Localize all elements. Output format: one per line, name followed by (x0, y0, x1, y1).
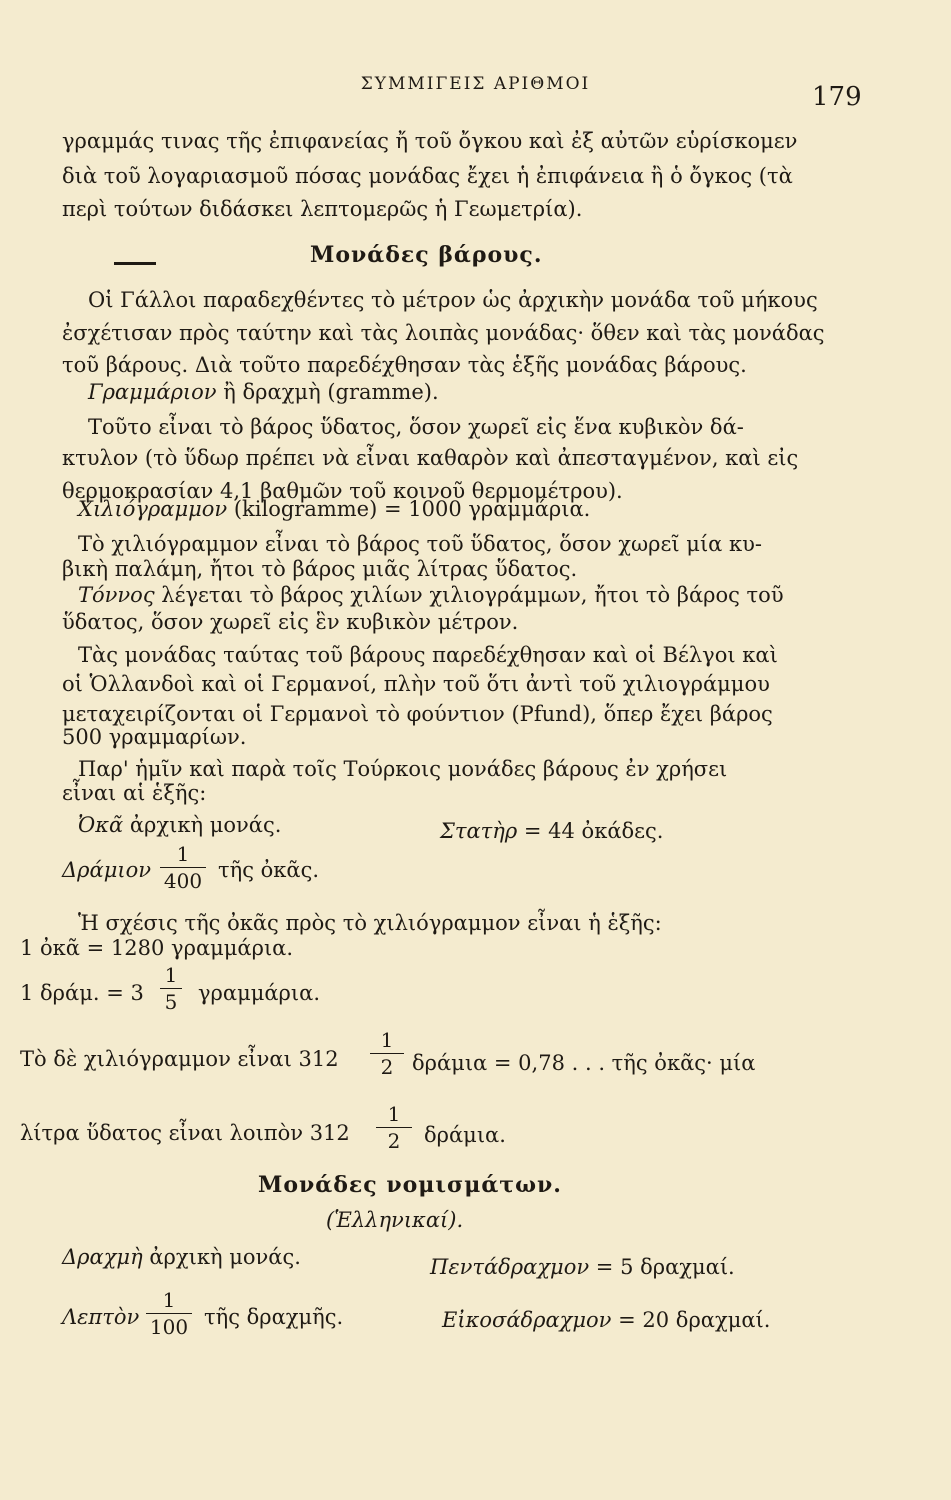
para5-line2: οἱ Ὁλλανδοὶ καὶ οἱ Γερμανοί, πλὴν τοῦ ὅτι ἀντὶ τοῦ χιλιογράμμου (62, 672, 770, 696)
dram-denominator: 400 (163, 869, 203, 893)
para3-line2: κτυλον (τὸ ὕδωρ πρέπει νὰ εἶναι καθαρὸν καὶ ἀπεσταγμένον, καὶ εἰς (62, 446, 799, 470)
kilogram-rest: (kilogramme) = 1000 γραμμάρια. (233, 497, 591, 521)
stater-rest: = 44 ὀκάδες. (523, 819, 664, 843)
subheading-greek: (Ἑλληνικαί). (326, 1208, 464, 1232)
equation-oka: 1 ὀκᾶ = 1280 γραμμάρια. (20, 936, 294, 960)
drachma-term: Δραχμὴ (62, 1245, 143, 1269)
fraction-bar (376, 1127, 412, 1128)
para2-line1: Οἱ Γάλλοι παραδεχθέντες τὸ μέτρον ὡς ἀρχικὴν μονάδα τοῦ μήκους (88, 288, 818, 312)
gramme-definition (88, 377, 439, 407)
tonne-rest: λέγεται τὸ βάρος χιλίων χιλιογράμμων, ἤτοι τὸ βάρος τοῦ (161, 583, 784, 607)
heading-coin-units: Μονάδες νομισμάτων. (258, 1172, 562, 1198)
para1-line2: διὰ τοῦ λογαριασμοῦ πόσας μονάδας ἔχει ἡ ἐπιφάνεια ἢ ὁ ὄγκος (τὰ (62, 164, 793, 188)
lepton-rest: τῆς δραχμῆς. (204, 1305, 344, 1329)
eq2-numerator: 1 (164, 963, 178, 987)
eq3-denominator: 2 (380, 1055, 394, 1079)
lepton-term: Λεπτὸν (62, 1305, 140, 1329)
equation-kilo-rest: δράμια = 0,78 . . . τῆς ὀκᾶς· μία (412, 1051, 756, 1075)
gramme-term: Γραμμάριον (88, 380, 217, 404)
oka-rest: ἀρχικὴ μονάς. (129, 813, 282, 837)
lepton-numerator: 1 (162, 1288, 176, 1312)
eq3-numerator: 1 (380, 1028, 394, 1052)
eq4-denominator: 2 (387, 1129, 401, 1153)
fraction-bar (160, 867, 206, 868)
pentadrachmon-rest: = 5 δραχμαί. (595, 1255, 735, 1279)
kilogram-definition (78, 494, 590, 524)
para6-line2: εἶναι αἱ ἑξῆς: (62, 781, 207, 805)
kilogram-term: Χιλιόγραμμον (78, 497, 228, 521)
equation-kilo-left: Τὸ δὲ χιλιόγραμμον εἶναι 312 (20, 1047, 339, 1071)
eq2-fraction (160, 963, 182, 1014)
heading-weight-units: Μονάδες βάρους. (310, 242, 543, 268)
drachma-rest: ἀρχικὴ μονάς. (149, 1245, 301, 1269)
eq4-numerator: 1 (387, 1102, 401, 1126)
para2-line2: ἐσχέτισαν πρὸς ταύτην καὶ τὰς λοιπὰς μονάδας· ὅθεν καὶ τὰς μονάδας (62, 321, 825, 345)
dram-numerator: 1 (176, 842, 190, 866)
equation-dram-left: 1 δράμ. = 3 (20, 981, 144, 1005)
eq2-denominator: 5 (164, 990, 178, 1014)
drachma-definition (62, 1242, 301, 1272)
stater-term: Στατὴρ (440, 819, 518, 843)
fraction-bar (370, 1053, 404, 1054)
relation-line: Ἡ σχέσις τῆς ὀκᾶς πρὸς τὸ χιλιόγραμμον εἶναι ἡ ἑξῆς: (78, 911, 662, 935)
pentadrachmon-term: Πεντάδραχμον (430, 1255, 590, 1279)
para4-line1: Τὸ χιλιόγραμμον εἶναι τὸ βάρος τοῦ ὕδατος, ὅσον χωρεῖ μία κυ- (78, 532, 763, 556)
lepton-fraction (146, 1288, 192, 1339)
equation-dram-rest: γραμμάρια. (198, 981, 320, 1005)
eq3-fraction (370, 1028, 404, 1079)
eikosadrachmon-definition (442, 1305, 770, 1335)
eikosadrachmon-term: Εἰκοσάδραχμον (442, 1308, 612, 1332)
fraction-bar (160, 988, 182, 989)
stater-definition (440, 816, 663, 846)
lepton-denominator: 100 (149, 1315, 189, 1339)
para1-line3: περὶ τούτων διδάσκει λεπτομερῶς ἡ Γεωμετρία). (62, 197, 583, 221)
eq4-fraction (376, 1102, 412, 1153)
dram-rest: τῆς ὀκᾶς. (218, 858, 320, 882)
tonne-definition (78, 580, 784, 610)
tonne-term: Τόννος (78, 583, 155, 607)
para6-line1: Παρ' ἡμῖν καὶ παρὰ τοῖς Τούρκοις μονάδες βάρους ἐν χρήσει (78, 757, 728, 781)
para1-line1: γραμμάς τινας τῆς ἐπιφανείας ἤ τοῦ ὄγκου καὶ ἐξ αὐτῶν εὑρίσκομεν (62, 129, 798, 153)
heading-rule (114, 262, 156, 265)
para3-line1: Τοῦτο εἶναι τὸ βάρος ὕδατος, ὅσον χωρεῖ εἰς ἕνα κυβικὸν δά- (88, 415, 744, 439)
fraction-bar (146, 1313, 192, 1314)
para5-line3: μεταχειρίζονται οἱ Γερμανοὶ τὸ φούντιον (Pfund), ὅπερ ἔχει βάρος (62, 702, 773, 726)
dram-fraction (160, 842, 206, 893)
eikosadrachmon-rest: = 20 δραχμαί. (618, 1308, 771, 1332)
oka-term: Ὀκᾶ (78, 813, 124, 837)
para4-line2: βικὴ παλάμη, ἤτοι τὸ βάρος μιᾶς λίτρας ὕδατος. (62, 557, 578, 581)
running-title: ΣΥΜΜΙΓΕΙΣ ΑΡΙΘΜΟΙ (360, 74, 591, 94)
para5-line1: Τὰς μονάδας ταύτας τοῦ βάρους παρεδέχθησαν καὶ οἱ Βέλγοι καὶ (78, 643, 778, 667)
para3-line3: θερμοκρασίαν 4,1 βαθμῶν τοῦ κοινοῦ θερμομέτρου). (62, 479, 623, 503)
page-number: 179 (812, 82, 862, 112)
tonne-line2: ὕδατος, ὅσον χωρεῖ εἰς ἓν κυβικὸν μέτρον. (62, 610, 519, 634)
equation-litre-left: λίτρα ὕδατος εἶναι λοιπὸν 312 (20, 1121, 350, 1145)
pentadrachmon-definition (430, 1252, 735, 1282)
oka-definition (78, 810, 281, 840)
para5-line4: 500 γραμμαρίων. (62, 725, 247, 749)
equation-litre-rest: δράμια. (424, 1123, 506, 1147)
dram-term: Δράμιον (62, 858, 151, 882)
para2-line3: τοῦ βάρους. Διὰ τοῦτο παρεδέχθησαν τὰς ἑξῆς μονάδας βάρους. (62, 353, 747, 377)
gramme-rest: ἢ δραχμὴ (gramme). (223, 380, 439, 404)
